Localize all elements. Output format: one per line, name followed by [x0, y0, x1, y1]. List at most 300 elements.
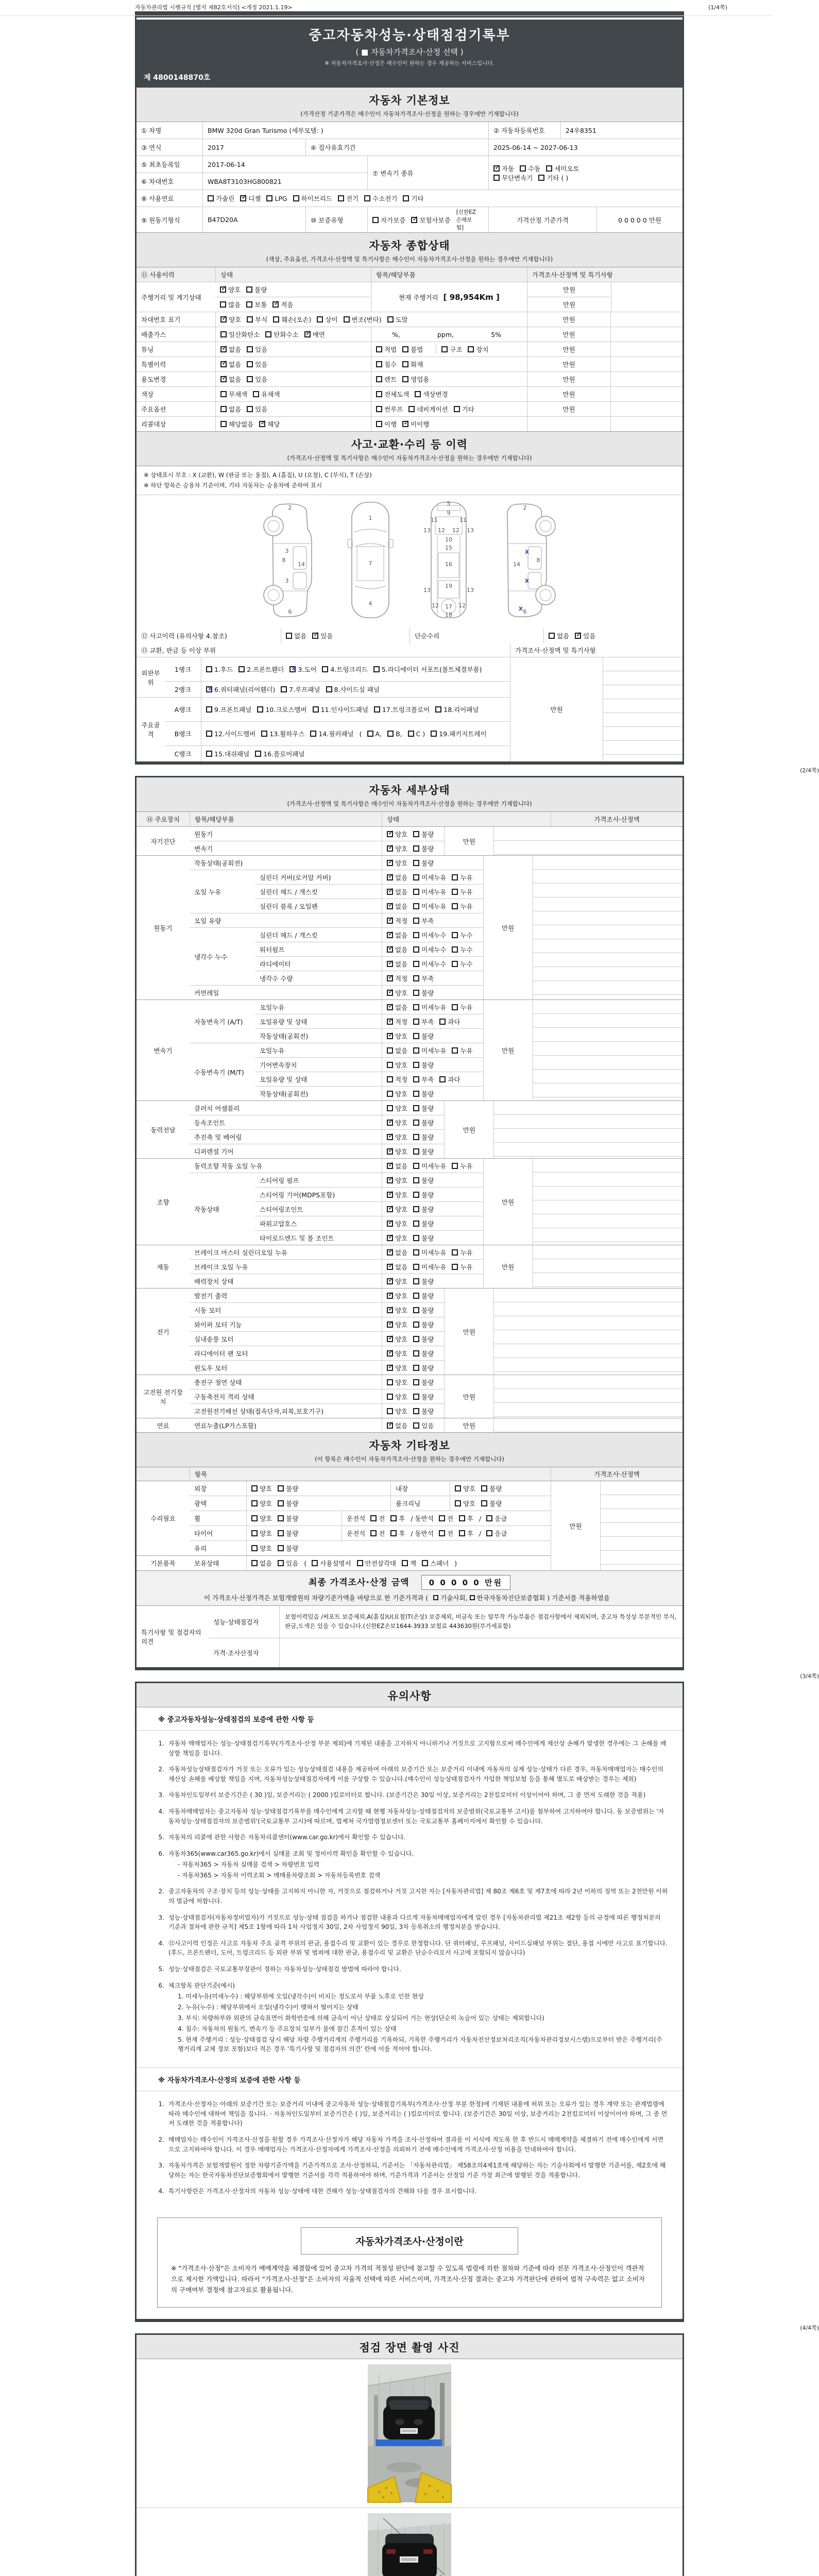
detail-group-label: 자기진단: [150, 837, 176, 845]
checkbox-box: [387, 975, 393, 981]
detail-item-row: [190, 985, 483, 999]
checkbox-label: 10.크로스멤버: [265, 706, 307, 714]
checkbox-label: 누유: [460, 888, 473, 896]
etc-cell-cbs: [246, 1541, 551, 1555]
detail-group-label: 원동기: [153, 924, 173, 932]
checkbox-label: 없음: [395, 1046, 408, 1055]
checkbox-label: 6.쿼터패널(리어휀더): [214, 686, 276, 694]
checkbox-box: [387, 1062, 393, 1068]
detail-subitem-cbs: [382, 899, 483, 913]
parts-ranks: [165, 657, 510, 697]
detail-item-row: [190, 1418, 444, 1432]
checkbox-label: 불량: [421, 1292, 434, 1300]
checkbox-box: [372, 217, 379, 223]
checked-checkbox: [272, 300, 293, 309]
detail-item-line: [190, 1274, 483, 1288]
accident-history-cbs: [281, 628, 410, 643]
checkbox-box: [387, 961, 393, 967]
checkbox-box: [413, 1134, 419, 1140]
detail-price-cell: 만원: [444, 827, 493, 855]
checkbox-box: [413, 1350, 419, 1357]
etc-group-label: 수리필요: [150, 1515, 176, 1523]
detail-header: [136, 777, 682, 812]
checkbox-box: [413, 889, 419, 895]
detail-item-label: 실내송풍 모터: [194, 1335, 234, 1343]
checkbox-label: 불량: [421, 1364, 434, 1372]
checkbox-label: 한국자동차진단보증협회: [476, 1594, 545, 1602]
notice-item: [151, 1739, 668, 1758]
odometer-level-cbs: [215, 297, 371, 312]
notice-header: [136, 1683, 682, 1707]
unchecked-checkbox: [452, 1003, 472, 1012]
unchecked-checkbox: [486, 1529, 507, 1538]
unchecked-checkbox: [413, 1118, 434, 1127]
detail-subitem-row: [255, 1000, 483, 1014]
detail-subitem-row: [255, 942, 483, 956]
checkbox-box: [402, 1560, 408, 1566]
checkbox-box: [220, 346, 227, 352]
unchecked-checkbox: [246, 285, 267, 294]
parts-rank-items: [201, 722, 510, 745]
unchecked-checkbox: [413, 988, 434, 997]
unchecked-checkbox: [413, 1147, 434, 1156]
checkbox-label: 15.대쉬패널: [214, 750, 250, 758]
vin-label: ⑥ 차대번호: [141, 178, 174, 185]
checkbox-box: [454, 406, 460, 412]
checkbox-label: 없음: [395, 873, 408, 882]
checkbox-label: 적정: [395, 917, 408, 925]
checkbox-box: [312, 633, 318, 639]
parts-rank-label: C랭크: [174, 750, 192, 758]
checkbox-label: 양호: [463, 1500, 476, 1508]
form-meta-row: [135, 0, 727, 11]
checkbox-box: [364, 195, 370, 201]
notice-item-text: 성능·상태점검자(자동차정비업자)가 거짓으로 성능·상태 점검을 하거나 점검한 내용과 다르게 자동차매매업자에게 알린 경우 [자동차관리법 제21조 제2항 등의 규정에 따른 행정처분의 기준과 절차에 관한 규칙] 제5조 1항에 따라 1차 사업정지 30일, 2차 사업정지 90일, 3차 등록취소의 행정처분을 받습니다.: [168, 1913, 661, 1931]
detail-subitem-cbs: [382, 1058, 483, 1072]
detail-item-row: [190, 1259, 483, 1274]
checkbox-box: [470, 1595, 475, 1600]
accident-history-label: ⑫ 사고이력 (유의사항 4.참조): [141, 632, 227, 640]
etc-info-table: [136, 1467, 682, 1570]
overall-col-header: [136, 267, 682, 282]
unchecked-checkbox: [546, 164, 579, 173]
svg-text:12: 12: [432, 602, 439, 609]
checkbox-label: 18.리어패널: [443, 706, 479, 714]
checkbox-box: [486, 1515, 492, 1521]
unchecked-checkbox: [206, 705, 251, 714]
checkbox-box: [387, 1365, 393, 1371]
detail-subitem-cbs: [382, 1216, 483, 1230]
notice-item-text: 자동차의 리콜에 관한 사항은 자동차리콜센터(www.car.go.kr)에서 확인할 수 있습니다.: [168, 1834, 406, 1841]
unchecked-checkbox: [413, 1262, 446, 1272]
detail-item-row: [190, 913, 483, 927]
unchecked-checkbox: [413, 1406, 434, 1416]
notice-item-text: 자동차매매업자는 중고자동차 성능·상태점검기록부를 매수인에게 고지할 때 현행 자동차성능·상태점검자의 보증범위(국토교통부 고시)를 첨부하여 고지하여야 합니다. 동 보증범위는 '자동차성능·상태점검자의 보증범위'(국토교통부 고시)에 따르며, 법제처 국가법령정보센터 또는 국토교통부 홈페이지에서 확인할 수 있습니다.: [168, 1808, 664, 1825]
unchecked-checkbox: [220, 419, 253, 429]
svg-text:12: 12: [458, 602, 466, 609]
unchecked-checkbox: [344, 315, 382, 324]
checkbox-box: [413, 1033, 419, 1039]
unchecked-checkbox: [376, 375, 397, 384]
checkbox-label: 누유: [460, 1046, 473, 1055]
inspector-opinion-row: [209, 1606, 682, 1638]
checkbox-label: 11.인사이드패널: [320, 706, 368, 714]
checkbox-box: [387, 1278, 393, 1284]
svg-text:4: 4: [368, 600, 372, 607]
checkbox-box: [413, 1365, 419, 1371]
detail-item-cbs: [382, 1303, 444, 1317]
notice-item-number: 4.: [158, 1939, 164, 1947]
basic-row-engine: [136, 207, 682, 232]
detail-item-row: [190, 1173, 483, 1245]
checkbox-box: [390, 1530, 397, 1536]
page-marker-1: (1/4쪽): [708, 4, 727, 11]
checkbox-label: 적법: [384, 346, 397, 353]
parts-group-label: 주요골격: [141, 721, 160, 739]
inline-text: / 동반석: [411, 1515, 434, 1523]
opinion-row-label: 특기사항 및 점검자의 의견: [141, 1628, 201, 1646]
checkbox-box: [452, 946, 458, 953]
checked-checkbox: [387, 1334, 407, 1344]
unchecked-checkbox: [251, 1544, 272, 1553]
unchecked-checkbox: [286, 631, 306, 640]
checkbox-label: 미세누유: [421, 1003, 447, 1011]
checkbox-label: 기타 ( ): [547, 174, 569, 182]
unchecked-checkbox: [455, 1499, 475, 1508]
checkbox-label: 누유: [460, 1003, 473, 1011]
unchecked-checkbox: [413, 1334, 434, 1344]
overall-row: [136, 386, 682, 401]
checked-checkbox: [493, 164, 514, 173]
checkbox-box: [376, 346, 382, 352]
notice-item-text: 자동차인도일부터 보증기간은 ( 30 )일, 보증거리는 ( 2000 )킬로미터로 합니다. (보증기간은 30일 이상, 보증거리는 2천킬로미터 이상이어야 하며, 그 중 먼저 도래한 것을 적용): [168, 1791, 646, 1799]
unchecked-checkbox: [387, 1392, 407, 1401]
checkbox-box: [251, 1500, 258, 1506]
checkbox-box: [413, 1249, 419, 1256]
checkbox-box: [413, 1235, 419, 1241]
regulation-reference: 자동차관리법 시행규칙 [별지 제82호서식] <개정 2021.1.19>: [135, 4, 293, 11]
checked-checkbox: [387, 916, 407, 925]
basic-info-header: [136, 88, 682, 122]
parts-body: [136, 657, 682, 761]
checkbox-label: 불량: [254, 286, 267, 294]
detail-blank-cell: [533, 856, 682, 999]
detail-price-cell: 만원: [483, 856, 533, 999]
price-cell: [527, 417, 610, 431]
detail-item-cbs: [382, 1317, 444, 1331]
checkbox-label: 양호: [395, 844, 408, 853]
detail-price-cell: 만원: [483, 1000, 533, 1100]
unchecked-checkbox: [220, 330, 260, 339]
checkbox-box: [403, 195, 409, 201]
checked-checkbox: [387, 902, 407, 911]
unchecked-checkbox: [413, 1306, 434, 1315]
parts-rank-label: A랭크: [174, 706, 192, 714]
notice-section-title: ※ 자동차가격조사·산정의 보증에 관한 사항 등: [136, 2067, 682, 2091]
checked-checkbox: [387, 829, 407, 839]
detail-subitem-label: 스티어링 펌프: [260, 1176, 299, 1184]
checkbox-box: [357, 1560, 363, 1566]
checkbox-label: 양호: [395, 859, 408, 867]
checkbox-box: [459, 1530, 465, 1536]
detail-item-label: 추진축 및 베어링: [194, 1133, 242, 1141]
accident-subtitle: (가격조사·산정액 및 특기사항은 매수인이 자동차가격조사·산정을 원하는 경우에만 기재합니다): [287, 454, 532, 462]
detail-item-label: 충전구 절연 상태: [194, 1378, 242, 1386]
detail-subitem-cbs: [382, 1087, 483, 1100]
inline-text: /: [479, 1514, 482, 1522]
mileage-status-cbs: [215, 282, 371, 297]
status-cbs: [215, 417, 371, 431]
checkbox-box: [413, 990, 419, 996]
detail-item-row: [190, 1159, 483, 1173]
detail-subitem-label: 작동상태(공회전): [260, 1090, 309, 1098]
checkbox-label: 도말: [395, 316, 408, 324]
detail-blank-cell: [493, 1289, 682, 1375]
checkbox-label: 양호: [395, 1292, 408, 1300]
checkbox-box: [413, 845, 419, 852]
unchecked-checkbox: [220, 404, 241, 414]
detail-subitems: [255, 1173, 483, 1245]
detail-item-label: 수동변속기 (M/T): [194, 1068, 244, 1076]
opinion-table: [136, 1605, 682, 1667]
status-cbs: [215, 387, 371, 401]
notice-item-number: 3.: [158, 2162, 164, 2170]
row-label: 차대번호 표기: [141, 316, 181, 324]
checkbox-box: [413, 1163, 419, 1169]
notice-item-sub: - 자동차365 > 자동차 실매물 검색 > 차량번호 입력: [178, 1861, 319, 1869]
checkbox-box: [575, 633, 581, 639]
notice-item-number: 6.: [158, 1981, 164, 1989]
notice-item-number: 1.: [158, 1740, 164, 1748]
checkbox-box: [387, 946, 393, 953]
checked-checkbox: [387, 1161, 407, 1171]
detail-subitem-label: 오일유량 및 상태: [260, 1018, 308, 1026]
checkbox-box: [452, 1249, 458, 1256]
notice-section-body: [136, 1731, 682, 2067]
checkbox-label: 미세누유: [421, 902, 447, 910]
price-cell: 만원: [527, 387, 610, 401]
checkbox-label: 양호: [395, 1320, 408, 1329]
parts-blank-cell: [603, 657, 682, 761]
etc-price-cell: 만원: [551, 1481, 600, 1570]
checkbox-label: 불량: [286, 1500, 299, 1508]
checkbox-label: 전기: [346, 195, 359, 202]
unchecked-checkbox: [413, 1031, 434, 1041]
detail-subitem-cbs: [382, 1173, 483, 1187]
detail-subitem-row: [255, 1014, 483, 1028]
blank-cell: [610, 342, 682, 357]
unchecked-checkbox: [312, 1558, 351, 1568]
unchecked-checkbox: [251, 1484, 272, 1493]
checkbox-label: 있음: [286, 1560, 299, 1568]
svg-text:11: 11: [431, 517, 438, 524]
checkbox-box: [413, 903, 419, 909]
notice-item-number: 4.: [158, 1808, 164, 1816]
checked-checkbox: [220, 285, 241, 294]
checkbox-box: [251, 1545, 258, 1551]
appraiser-opinion-row: [209, 1638, 682, 1667]
col-usage-history: ⑪ 사용이력: [136, 267, 215, 282]
accident-note-standard: ※ 하단 항목은 승용차 기준이며, 기타 자동차는 승용차에 준하여 표시: [144, 481, 322, 489]
checkbox-box: [486, 1530, 492, 1536]
checkbox-box: [344, 316, 350, 323]
notice-item: [151, 1765, 668, 1784]
checkbox-box: [304, 331, 311, 337]
detail-subitem-label: 실린더 블록 / 오일팬: [260, 902, 318, 910]
checkbox-box: [538, 175, 544, 181]
checkbox-box: [220, 331, 227, 337]
detail-item-row: [190, 1043, 483, 1100]
item-cbs: [371, 402, 527, 416]
detail-item-line: [190, 1361, 444, 1375]
photos-header: [136, 2335, 682, 2359]
checkbox-label: 양호: [229, 316, 242, 324]
accident-note-symbols: ※ 상태표시 부호 : X (교환), W (판금 또는 용접), A (흠집), U (요철), C (부식), T (손상): [144, 471, 372, 479]
parts-rank-items: [201, 746, 510, 761]
overall-subtitle: (색상, 주요옵션, 가격조사·산정액 및 특기사항은 매수인이 자동차가격조사·산정을 원하는 경우에만 기재합니다): [266, 256, 553, 263]
checkbox-label: 양호: [395, 1133, 408, 1141]
checkbox-label: 19.패키지트레이: [439, 730, 487, 738]
col-status: 상태: [215, 267, 371, 282]
svg-text:13: 13: [423, 527, 431, 534]
detail-item-row: [190, 827, 444, 841]
etc-cell-cbs: [246, 1526, 342, 1540]
checkbox-box: [387, 1235, 393, 1241]
checkbox-box: [452, 1264, 458, 1270]
inspection-photo-front: [368, 2364, 451, 2502]
notice-item-text: 자동차가격은 보험개발원이 정한 차량기준가액을 기준가격으로 조사·산정하되, 기준서는 「자동차관리법」 제58조의4제1호에 해당하는 자는 기술사회에서 발행한 기준서를, 제2호에 해당하는 자는 한국자동차진단보증협회에서 발행한 기준서를 각각 적용하여야 하며, 기준가격과 기준서는 산정일 기준 가장 최근에 발행된 것을 적용합니다.: [168, 2162, 666, 2179]
opinion-row: [136, 1605, 682, 1667]
detail-item-cbs: [382, 1101, 444, 1115]
checked-checkbox: [387, 1320, 407, 1329]
checked-checkbox: [387, 844, 407, 853]
checkbox-box: [376, 406, 382, 412]
checkbox-box: [413, 874, 419, 880]
checkbox-label: 기술사회,: [440, 1594, 468, 1602]
inspection-value: 2025-06-14 ~ 2027-06-13: [488, 139, 682, 156]
checkbox-box: [413, 1307, 419, 1313]
checkbox-box: [441, 346, 448, 352]
detail-item-row: [190, 1360, 444, 1375]
detail-blank-cell: [533, 1159, 682, 1245]
price-appraisal-box-title: 자동차가격조사·산정이란: [301, 2227, 518, 2255]
checkbox-label: 불량: [421, 1320, 434, 1329]
unchecked-checkbox: [261, 729, 304, 738]
inline-text: ): [454, 1559, 457, 1567]
checkbox-box: [387, 1120, 393, 1126]
checkbox-box: [247, 406, 253, 412]
checked-checkbox: [387, 1147, 407, 1156]
checkbox-label: 전: [379, 1530, 385, 1538]
detail-item-cbs: [382, 841, 444, 855]
checkbox-box: [413, 1120, 419, 1126]
unchecked-checkbox: [413, 858, 434, 868]
transmission-line-1: [493, 164, 585, 173]
detail-item-row: [190, 1403, 444, 1418]
detail-item-row: [190, 1317, 444, 1331]
notice-item-text: 자동차365(www.car365.go.kr)에서 실매물 조회 및 정비이력 확인을 확인할 수 있습니다. - 자동차365 > 자동차 실매물 검색 > 차량번호 입력 - 자동차365 > 자동차 이력조회 > 매매용차량조회 > 자동차등록번호 검색: [168, 1849, 668, 1880]
detail-item-label: 작동상태(공회전): [194, 859, 243, 867]
detail-title: 자동차 세부상태: [369, 784, 450, 797]
checkbox-label: 불량: [421, 1176, 434, 1184]
inline-text: 운전석: [347, 1515, 366, 1523]
page-1: [135, 11, 684, 765]
checkbox-box: [413, 1422, 419, 1429]
checkbox-label: 구조: [450, 346, 463, 353]
checked-checkbox: [387, 858, 407, 868]
checkbox-box: [452, 889, 458, 895]
checkbox-label: 부족: [421, 974, 434, 982]
inline-text: %,: [392, 330, 400, 338]
notice-item: [151, 1807, 668, 1826]
svg-text:6: 6: [523, 608, 527, 616]
blank-cell: [610, 417, 682, 431]
checkbox-box: [255, 751, 261, 757]
detail-subitem-row: [255, 956, 483, 971]
detail-item-line: [190, 1404, 444, 1418]
basic-info-title: 자동차 기본정보: [369, 94, 450, 107]
checkbox-label: 유채색: [261, 391, 280, 398]
unchecked-checkbox: [206, 749, 249, 758]
svg-text:13: 13: [467, 527, 474, 534]
detail-item-cbs: [382, 1260, 483, 1274]
checkbox-box: [413, 1192, 419, 1198]
document-title: 중고자동차성능·상태점검기록부: [309, 28, 510, 43]
checkbox-box: [273, 316, 279, 323]
etc-items: [190, 1481, 551, 1555]
checkbox-label: 과다: [448, 1018, 460, 1026]
unchecked-checkbox: [220, 389, 247, 399]
detail-subitem-cbs: [382, 1014, 483, 1028]
unchecked-checkbox: [376, 345, 397, 354]
inspector-text: 보험이력있음 /써포트 보증제외,A(흠집)U(요철)T(손상) 보증제외, 비금속 또는 탈부착 가능부품은 점검사항에서 제외되며, 중고차 특성상 부분적인 부식,판금,도색은 있을 수 있습니다.(신한EZ손보1644-3933 보험료 443630원(부가세포함): [279, 1606, 682, 1638]
detail-item-row: [190, 856, 483, 870]
detail-item-line: [190, 1289, 444, 1302]
unchecked-checkbox: [452, 1046, 472, 1055]
checkbox-box: [413, 1004, 419, 1010]
checkbox-label: 많음: [228, 301, 241, 309]
checkbox-label: 없음: [395, 1263, 408, 1271]
parts-group-label: 외판부위: [141, 669, 160, 686]
checkbox-box: [376, 376, 382, 382]
checkbox-box: [413, 1321, 419, 1328]
price-cell: 만원: [562, 301, 576, 309]
diagram-side-right: [498, 499, 556, 623]
unchecked-checkbox: [413, 1046, 446, 1055]
checkbox-box: [546, 165, 552, 172]
detail-subitem-label: 실린더 헤드 / 개스킷: [260, 931, 318, 939]
col-blank: [136, 1467, 190, 1481]
checkbox-box: [452, 1163, 458, 1169]
checkbox-box: [387, 1192, 393, 1198]
detail-item-label: 배력장치 상태: [194, 1277, 234, 1285]
detail-subitem-row: [255, 971, 483, 985]
checkbox-box: [452, 961, 458, 967]
checkbox-box: [387, 1076, 393, 1082]
detail-subitem-cbs: [382, 928, 483, 942]
unchecked-checkbox: [278, 1558, 298, 1568]
checkbox-label: 불량: [489, 1485, 502, 1493]
final-price-label: 최종 가격조사·산정 금액: [309, 1578, 410, 1588]
checkbox-box: [387, 1148, 393, 1155]
checkbox-label: 미세누유: [421, 873, 447, 882]
unchecked-checkbox: [435, 705, 479, 714]
checkbox-label: 무단변속기: [502, 174, 533, 182]
checkbox-box: [413, 1221, 419, 1227]
car-rear: [382, 2534, 437, 2576]
detail-item-label: 구동축전지 격리 상태: [194, 1393, 254, 1401]
checked-checkbox: [387, 1363, 407, 1372]
